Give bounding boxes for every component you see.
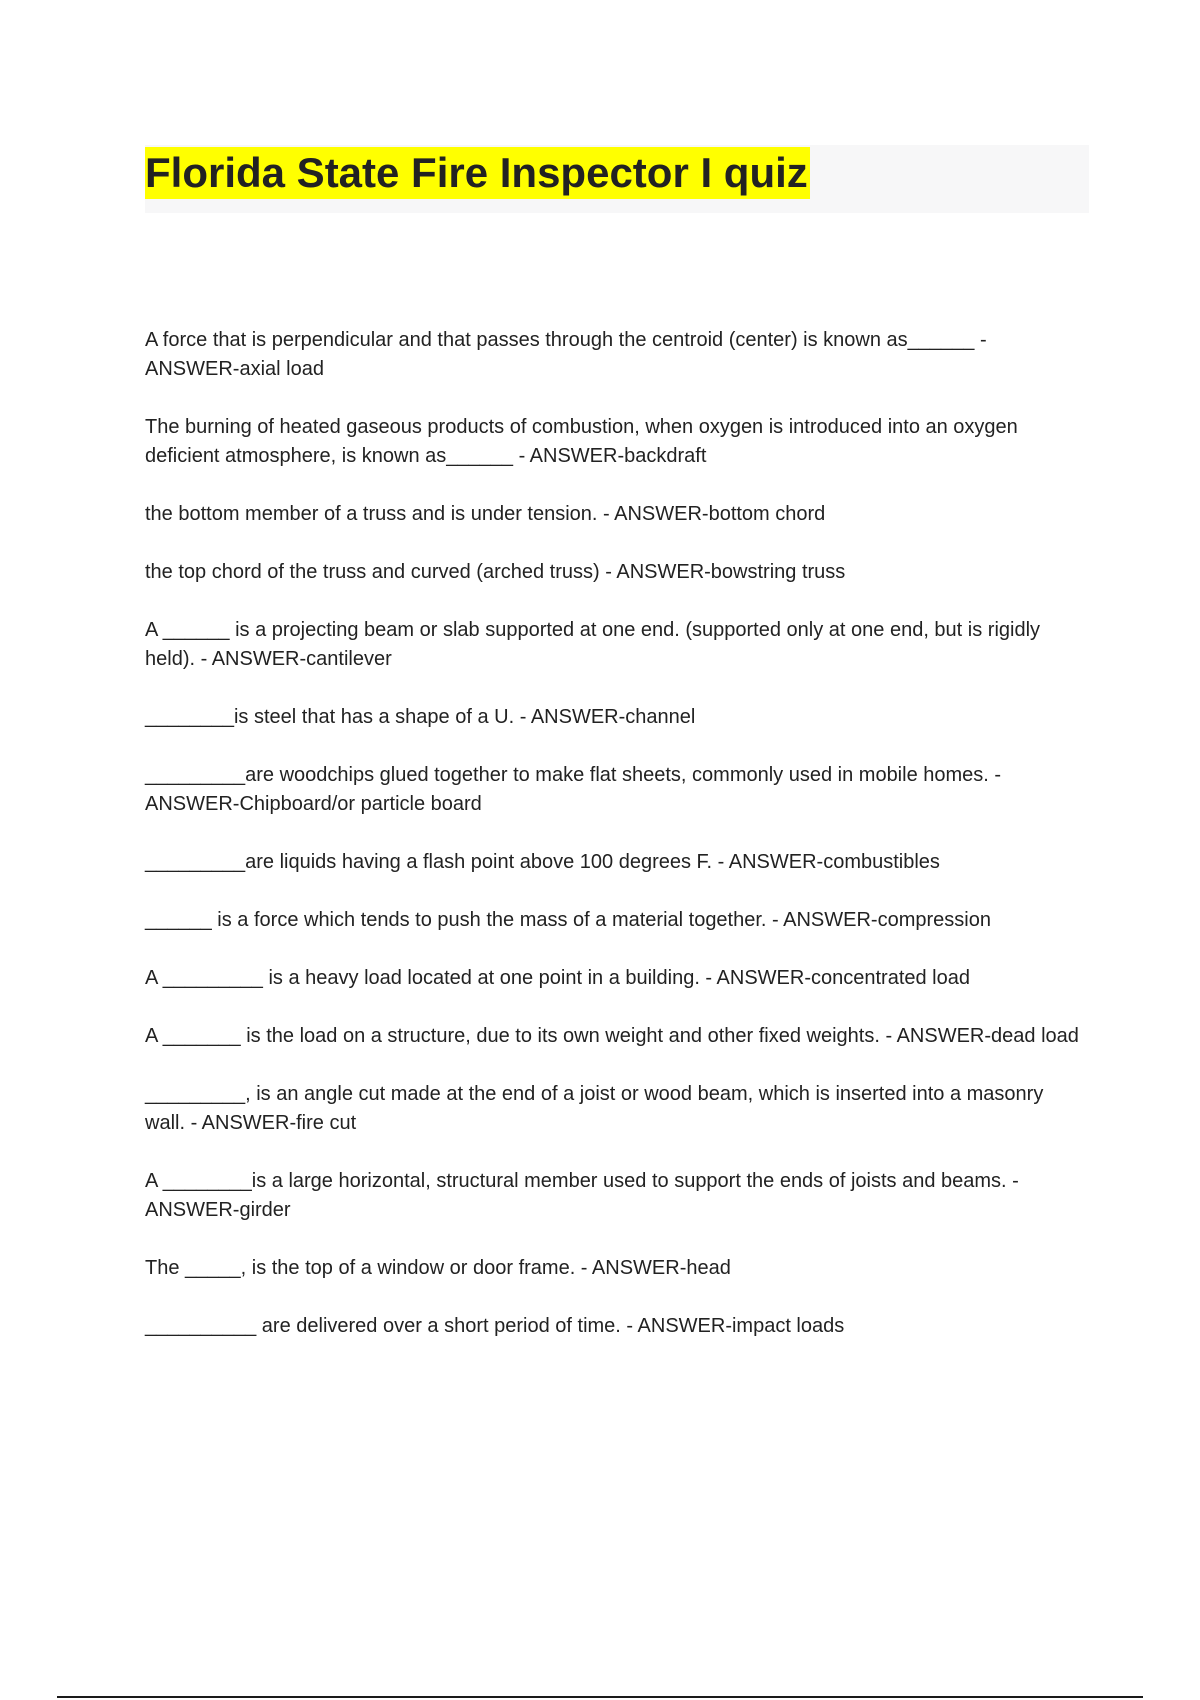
question-list bbox=[145, 326, 1085, 1370]
question-item: ______ is a force which tends to push the mass of a material together. - ANSWER-compression bbox=[145, 909, 991, 931]
question-item: the top chord of the truss and curved (arched truss) - ANSWER-bowstring truss bbox=[145, 561, 846, 583]
question-item: A ________is a large horizontal, structural member used to support the ends of joists and beams. - ANSWER-girder bbox=[145, 1170, 1019, 1221]
question-item: _________are woodchips glued together to make flat sheets, commonly used in mobile homes. - ANSWER-Chipboard/or particle board bbox=[145, 764, 1002, 815]
question-item: A ______ is a projecting beam or slab supported at one end. (supported only at one end, but is rigidly held). - ANSWER-cantilever bbox=[145, 619, 1041, 670]
question-item: A _________ is a heavy load located at one point in a building. - ANSWER-concentrated load bbox=[145, 967, 970, 989]
question-item: the bottom member of a truss and is under tension. - ANSWER-bottom chord bbox=[145, 503, 826, 525]
question-item: _________are liquids having a flash point above 100 degrees F. - ANSWER-combustibles bbox=[145, 851, 940, 873]
question-item: The burning of heated gaseous products of combustion, when oxygen is introduced into an oxygen deficient atmosphere, is known as______ - ANSWER-backdraft bbox=[145, 416, 1018, 467]
page-title: Florida State Fire Inspector I quiz bbox=[145, 147, 810, 199]
question-item: A force that is perpendicular and that passes through the centroid (center) is known as______ - ANSWER-axial load bbox=[145, 329, 987, 380]
question-item: ________is steel that has a shape of a U. - ANSWER-channel bbox=[145, 706, 696, 728]
page-divider bbox=[57, 1696, 1143, 1698]
question-item: _________, is an angle cut made at the end of a joist or wood beam, which is inserted into a masonry wall. - ANSWER-fire cut bbox=[145, 1083, 1044, 1134]
question-item: A _______ is the load on a structure, due to its own weight and other fixed weights. - ANSWER-dead load bbox=[145, 1025, 1079, 1047]
question-item: __________ are delivered over a short period of time. - ANSWER-impact loads bbox=[145, 1315, 845, 1337]
question-item: The _____, is the top of a window or door frame. - ANSWER-head bbox=[145, 1257, 731, 1279]
